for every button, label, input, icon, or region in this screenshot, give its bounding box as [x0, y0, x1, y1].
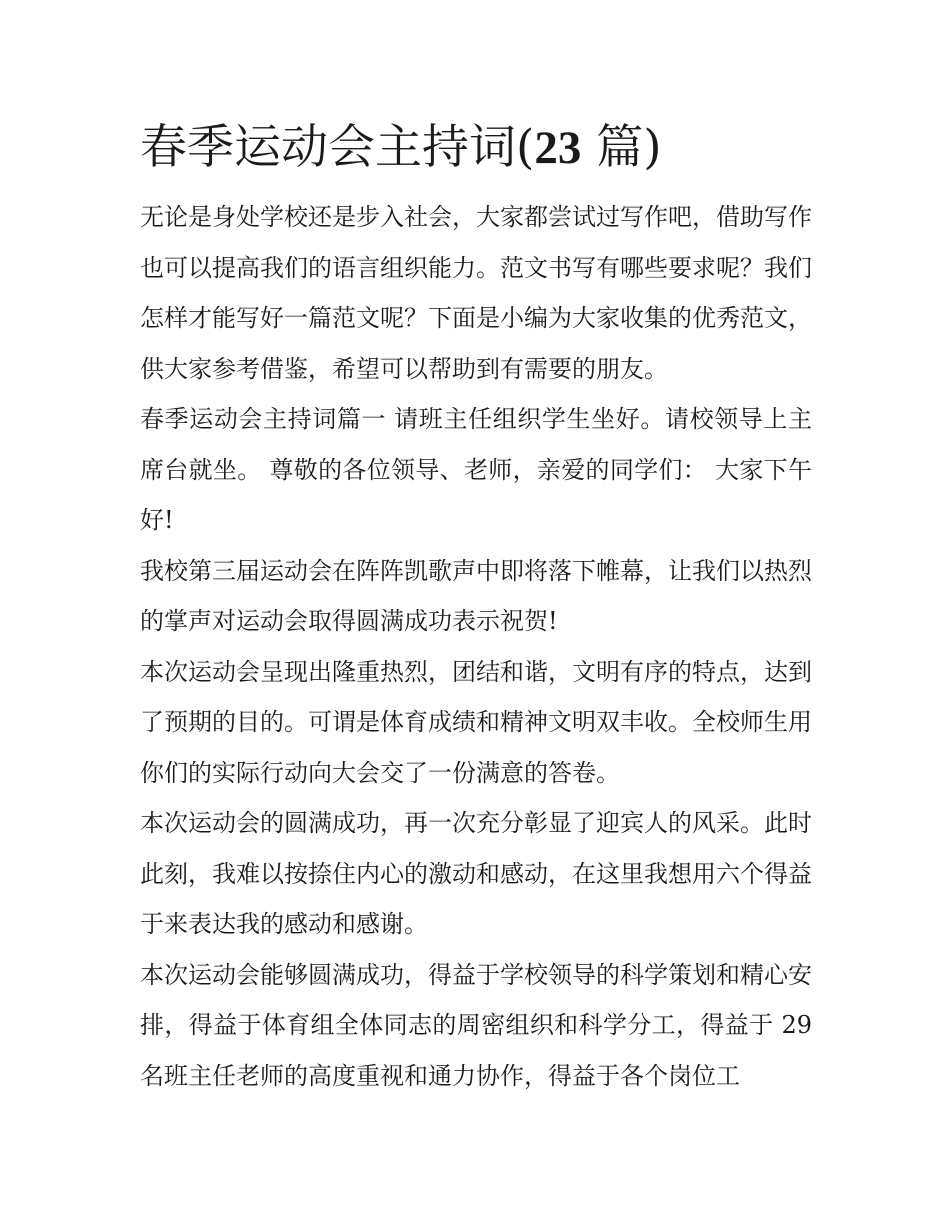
paragraph-intro: 无论是身处学校还是步入社会，大家都尝试过写作吧，借助写作也可以提高我们的语言组织能力。范文书写有哪些要求呢？我们怎样才能写好一篇范文呢？下面是小编为大家收集的优秀范文，供大家参考借鉴，希望可以帮助到有需要的朋友。	[140, 203, 812, 383]
paragraph-gratitude: 本次运动会的圆满成功，再一次充分彰显了迎宾人的风采。此时此刻，我难以按捺住内心的激动和感动，在这里我想用六个得益于来表达我的感动和感谢。	[140, 809, 812, 938]
paragraph-achievements: 本次运动会呈现出隆重热烈，团结和谐，文明有序的特点，达到了预期的目的。可谓是体育成绩和精神文明双丰收。全校师生用你们的实际行动向大会交了一份满意的答卷。	[140, 657, 812, 787]
paragraph-closing-announcement: 我校第三届运动会在阵阵凯歌声中即将落下帷幕，让我们以热烈的掌声对运动会取得圆满成功表示祝贺!	[140, 556, 812, 635]
title-main-text: 春季运动会主持词(	[140, 120, 535, 175]
document-page	[140, 118, 820, 1101]
title-suffix-text: 篇)	[581, 120, 662, 175]
title-number: 23	[534, 122, 582, 174]
paragraph-opening: 春季运动会主持词篇一 请班主任组织学生坐好。请校领导上主席台就坐。 尊敬的各位领导、老师，亲爱的同学们： 大家下午好!	[140, 405, 812, 534]
document-title	[140, 118, 820, 178]
paragraph-thanks-list: 本次运动会能够圆满成功，得益于学校领导的科学策划和精心安排，得益于体育组全体同志的周密组织和科学分工，得益于 29 名班主任老师的高度重视和通力协作，得益于各个岗位工	[140, 960, 812, 1090]
